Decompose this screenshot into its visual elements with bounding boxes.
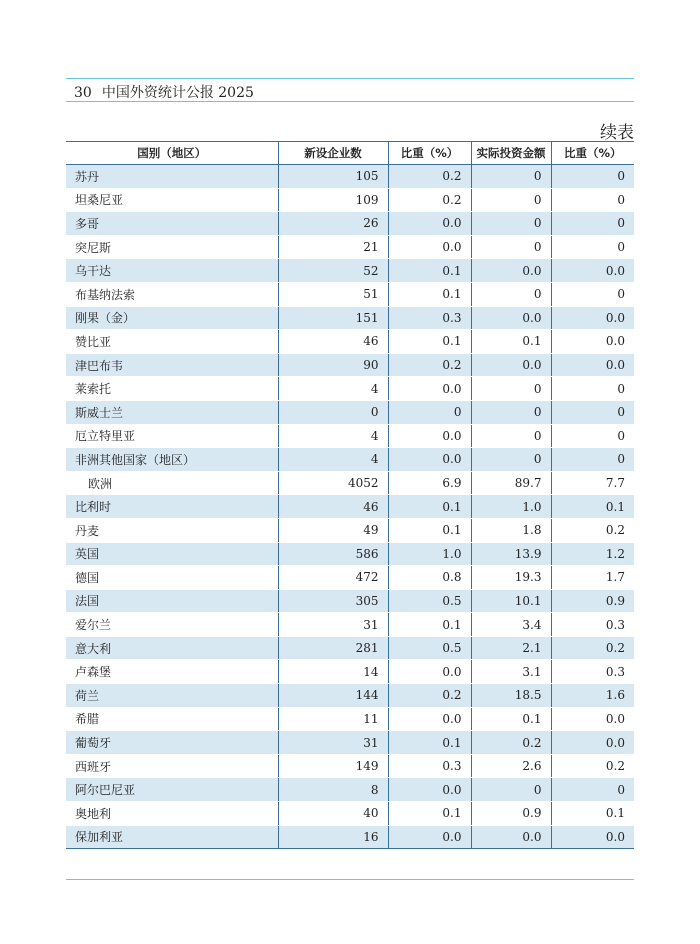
table-row xyxy=(66,754,634,778)
investment-share-value: 7.7 xyxy=(551,471,634,495)
table-row xyxy=(66,778,634,802)
footer-rule xyxy=(66,879,634,880)
investment-share-value: 0.0 xyxy=(551,306,634,330)
country-name: 突尼斯 xyxy=(66,235,278,259)
country-name: 刚果（金） xyxy=(66,306,278,330)
country-name: 丹麦 xyxy=(66,518,278,542)
actual-investment-value: 1.0 xyxy=(471,495,551,519)
investment-share-value: 0 xyxy=(551,400,634,424)
new-enterprises-value: 149 xyxy=(278,754,388,778)
actual-investment-value: 0.2 xyxy=(471,731,551,755)
actual-investment-value: 13.9 xyxy=(471,542,551,566)
new-enterprises-value: 31 xyxy=(278,613,388,637)
actual-investment-value: 0 xyxy=(471,212,551,236)
actual-investment-value: 19.3 xyxy=(471,566,551,590)
enterprise-share-value: 0.1 xyxy=(388,802,471,826)
table-row xyxy=(66,707,634,731)
country-name: 苏丹 xyxy=(66,165,278,189)
new-enterprises-value: 49 xyxy=(278,518,388,542)
enterprise-share-value: 0.3 xyxy=(388,754,471,778)
enterprise-share-value: 0.5 xyxy=(388,589,471,613)
investment-share-value: 0.3 xyxy=(551,613,634,637)
new-enterprises-value: 0 xyxy=(278,400,388,424)
investment-share-value: 0.9 xyxy=(551,589,634,613)
enterprise-share-value: 0.0 xyxy=(388,212,471,236)
enterprise-share-value: 0.8 xyxy=(388,566,471,590)
enterprise-share-value: 0 xyxy=(388,400,471,424)
country-name: 希腊 xyxy=(66,707,278,731)
table-row xyxy=(66,684,634,708)
enterprise-share-value: 0.1 xyxy=(388,330,471,354)
actual-investment-value: 0 xyxy=(471,188,551,212)
enterprise-share-value: 0.0 xyxy=(388,778,471,802)
table-row xyxy=(66,330,634,354)
actual-investment-value: 89.7 xyxy=(471,471,551,495)
new-enterprises-value: 151 xyxy=(278,306,388,330)
new-enterprises-value: 52 xyxy=(278,259,388,283)
country-name: 荷兰 xyxy=(66,684,278,708)
actual-investment-value: 0 xyxy=(471,165,551,189)
actual-investment-value: 0 xyxy=(471,282,551,306)
actual-investment-value: 2.6 xyxy=(471,754,551,778)
actual-investment-value: 0.0 xyxy=(471,825,551,849)
new-enterprises-value: 26 xyxy=(278,212,388,236)
investment-share-value: 0 xyxy=(551,448,634,472)
actual-investment-value: 10.1 xyxy=(471,589,551,613)
investment-share-value: 0.2 xyxy=(551,754,634,778)
table-row xyxy=(66,613,634,637)
table-row xyxy=(66,165,634,189)
investment-share-value: 0.0 xyxy=(551,353,634,377)
table-row xyxy=(66,542,634,566)
new-enterprises-value: 11 xyxy=(278,707,388,731)
new-enterprises-value: 4 xyxy=(278,377,388,401)
table-row xyxy=(66,825,634,849)
country-name: 爱尔兰 xyxy=(66,613,278,637)
enterprise-share-value: 0.1 xyxy=(388,518,471,542)
new-enterprises-value: 105 xyxy=(278,165,388,189)
country-name: 非洲其他国家（地区） xyxy=(66,448,278,472)
enterprise-share-value: 6.9 xyxy=(388,471,471,495)
actual-investment-value: 0 xyxy=(471,400,551,424)
actual-investment-value: 18.5 xyxy=(471,684,551,708)
enterprise-share-value: 0.0 xyxy=(388,448,471,472)
country-name: 西班牙 xyxy=(66,754,278,778)
new-enterprises-value: 8 xyxy=(278,778,388,802)
table-row xyxy=(66,802,634,826)
country-name: 法国 xyxy=(66,589,278,613)
new-enterprises-value: 46 xyxy=(278,495,388,519)
enterprise-share-value: 0.1 xyxy=(388,259,471,283)
table-row xyxy=(66,212,634,236)
table-row xyxy=(66,353,634,377)
table-row xyxy=(66,377,634,401)
new-enterprises-value: 305 xyxy=(278,589,388,613)
investment-share-value: 0 xyxy=(551,778,634,802)
investment-share-value: 0.2 xyxy=(551,636,634,660)
table-row xyxy=(66,566,634,590)
new-enterprises-value: 472 xyxy=(278,566,388,590)
country-name: 葡萄牙 xyxy=(66,731,278,755)
investment-share-value: 0.3 xyxy=(551,660,634,684)
investment-share-value: 0 xyxy=(551,282,634,306)
actual-investment-value: 0.0 xyxy=(471,259,551,283)
country-name: 阿尔巴尼亚 xyxy=(66,778,278,802)
table-row xyxy=(66,660,634,684)
actual-investment-value: 2.1 xyxy=(471,636,551,660)
new-enterprises-value: 46 xyxy=(278,330,388,354)
table-row xyxy=(66,518,634,542)
continued-label: 续表 xyxy=(600,123,634,143)
investment-share-value: 0.1 xyxy=(551,802,634,826)
new-enterprises-value: 586 xyxy=(278,542,388,566)
country-name: 多哥 xyxy=(66,212,278,236)
investment-share-value: 0 xyxy=(551,165,634,189)
new-enterprises-value: 16 xyxy=(278,825,388,849)
investment-share-value: 0.2 xyxy=(551,518,634,542)
col-header-actual-investment: 实际投资金额 xyxy=(471,142,551,165)
enterprise-share-value: 0.1 xyxy=(388,282,471,306)
enterprise-share-value: 0.0 xyxy=(388,424,471,448)
actual-investment-value: 0 xyxy=(471,235,551,259)
investment-share-value: 1.6 xyxy=(551,684,634,708)
actual-investment-value: 0.0 xyxy=(471,353,551,377)
statistics-table xyxy=(66,141,634,849)
publication-title: 中国外资统计公报 2025 xyxy=(101,85,254,101)
country-name: 坦桑尼亚 xyxy=(66,188,278,212)
investment-share-value: 0.0 xyxy=(551,825,634,849)
enterprise-share-value: 0.1 xyxy=(388,613,471,637)
investment-share-value: 0 xyxy=(551,235,634,259)
enterprise-share-value: 0.0 xyxy=(388,377,471,401)
actual-investment-value: 3.1 xyxy=(471,660,551,684)
actual-investment-value: 0 xyxy=(471,377,551,401)
table-row xyxy=(66,188,634,212)
page-number: 30 xyxy=(74,85,92,101)
country-name: 保加利亚 xyxy=(66,825,278,849)
actual-investment-value: 0 xyxy=(471,424,551,448)
actual-investment-value: 0.1 xyxy=(471,707,551,731)
country-name: 英国 xyxy=(66,542,278,566)
page-header xyxy=(74,82,254,102)
new-enterprises-value: 14 xyxy=(278,660,388,684)
new-enterprises-value: 109 xyxy=(278,188,388,212)
enterprise-share-value: 1.0 xyxy=(388,542,471,566)
table-row xyxy=(66,259,634,283)
country-name: 卢森堡 xyxy=(66,660,278,684)
actual-investment-value: 0.9 xyxy=(471,802,551,826)
enterprise-share-value: 0.2 xyxy=(388,188,471,212)
table-row xyxy=(66,636,634,660)
table-row xyxy=(66,282,634,306)
country-name: 津巴布韦 xyxy=(66,353,278,377)
actual-investment-value: 0.1 xyxy=(471,330,551,354)
new-enterprises-value: 4052 xyxy=(278,471,388,495)
enterprise-share-value: 0.2 xyxy=(388,353,471,377)
country-name: 奥地利 xyxy=(66,802,278,826)
enterprise-share-value: 0.0 xyxy=(388,660,471,684)
investment-share-value: 0 xyxy=(551,377,634,401)
new-enterprises-value: 51 xyxy=(278,282,388,306)
actual-investment-value: 0 xyxy=(471,778,551,802)
enterprise-share-value: 0.0 xyxy=(388,707,471,731)
actual-investment-value: 0.0 xyxy=(471,306,551,330)
country-name: 欧洲 xyxy=(66,471,278,495)
actual-investment-value: 1.8 xyxy=(471,518,551,542)
actual-investment-value: 0 xyxy=(471,448,551,472)
investment-share-value: 0.0 xyxy=(551,707,634,731)
actual-investment-value: 3.4 xyxy=(471,613,551,637)
new-enterprises-value: 4 xyxy=(278,424,388,448)
enterprise-share-value: 0.0 xyxy=(388,235,471,259)
table-row xyxy=(66,471,634,495)
country-name: 斯威士兰 xyxy=(66,400,278,424)
header-underline xyxy=(66,101,634,102)
investment-share-value: 0.0 xyxy=(551,731,634,755)
enterprise-share-value: 0.5 xyxy=(388,636,471,660)
country-name: 意大利 xyxy=(66,636,278,660)
new-enterprises-value: 144 xyxy=(278,684,388,708)
col-header-country: 国别（地区） xyxy=(66,142,278,165)
country-name: 布基纳法索 xyxy=(66,282,278,306)
col-header-share-enterprises: 比重（%） xyxy=(388,142,471,165)
enterprise-share-value: 0.1 xyxy=(388,731,471,755)
enterprise-share-value: 0.3 xyxy=(388,306,471,330)
investment-share-value: 1.7 xyxy=(551,566,634,590)
table-row xyxy=(66,731,634,755)
table-row xyxy=(66,495,634,519)
new-enterprises-value: 90 xyxy=(278,353,388,377)
country-name: 乌干达 xyxy=(66,259,278,283)
country-name: 厄立特里亚 xyxy=(66,424,278,448)
table-row xyxy=(66,448,634,472)
table-row xyxy=(66,589,634,613)
new-enterprises-value: 4 xyxy=(278,448,388,472)
enterprise-share-value: 0.1 xyxy=(388,495,471,519)
enterprise-share-value: 0.0 xyxy=(388,825,471,849)
col-header-share-investment: 比重（%） xyxy=(551,142,634,165)
country-name: 比利时 xyxy=(66,495,278,519)
enterprise-share-value: 0.2 xyxy=(388,684,471,708)
investment-share-value: 1.2 xyxy=(551,542,634,566)
country-name: 德国 xyxy=(66,566,278,590)
investment-share-value: 0 xyxy=(551,212,634,236)
table-header-row xyxy=(66,142,634,165)
country-name: 赞比亚 xyxy=(66,330,278,354)
enterprise-share-value: 0.2 xyxy=(388,165,471,189)
new-enterprises-value: 40 xyxy=(278,802,388,826)
new-enterprises-value: 31 xyxy=(278,731,388,755)
new-enterprises-value: 21 xyxy=(278,235,388,259)
investment-share-value: 0 xyxy=(551,188,634,212)
table-row xyxy=(66,235,634,259)
header-rule xyxy=(66,78,634,79)
new-enterprises-value: 281 xyxy=(278,636,388,660)
investment-share-value: 0.0 xyxy=(551,330,634,354)
table-row xyxy=(66,424,634,448)
investment-share-value: 0 xyxy=(551,424,634,448)
investment-share-value: 0.1 xyxy=(551,495,634,519)
investment-share-value: 0.0 xyxy=(551,259,634,283)
col-header-new-enterprises: 新设企业数 xyxy=(278,142,388,165)
table-row xyxy=(66,400,634,424)
country-name: 莱索托 xyxy=(66,377,278,401)
table-row xyxy=(66,306,634,330)
